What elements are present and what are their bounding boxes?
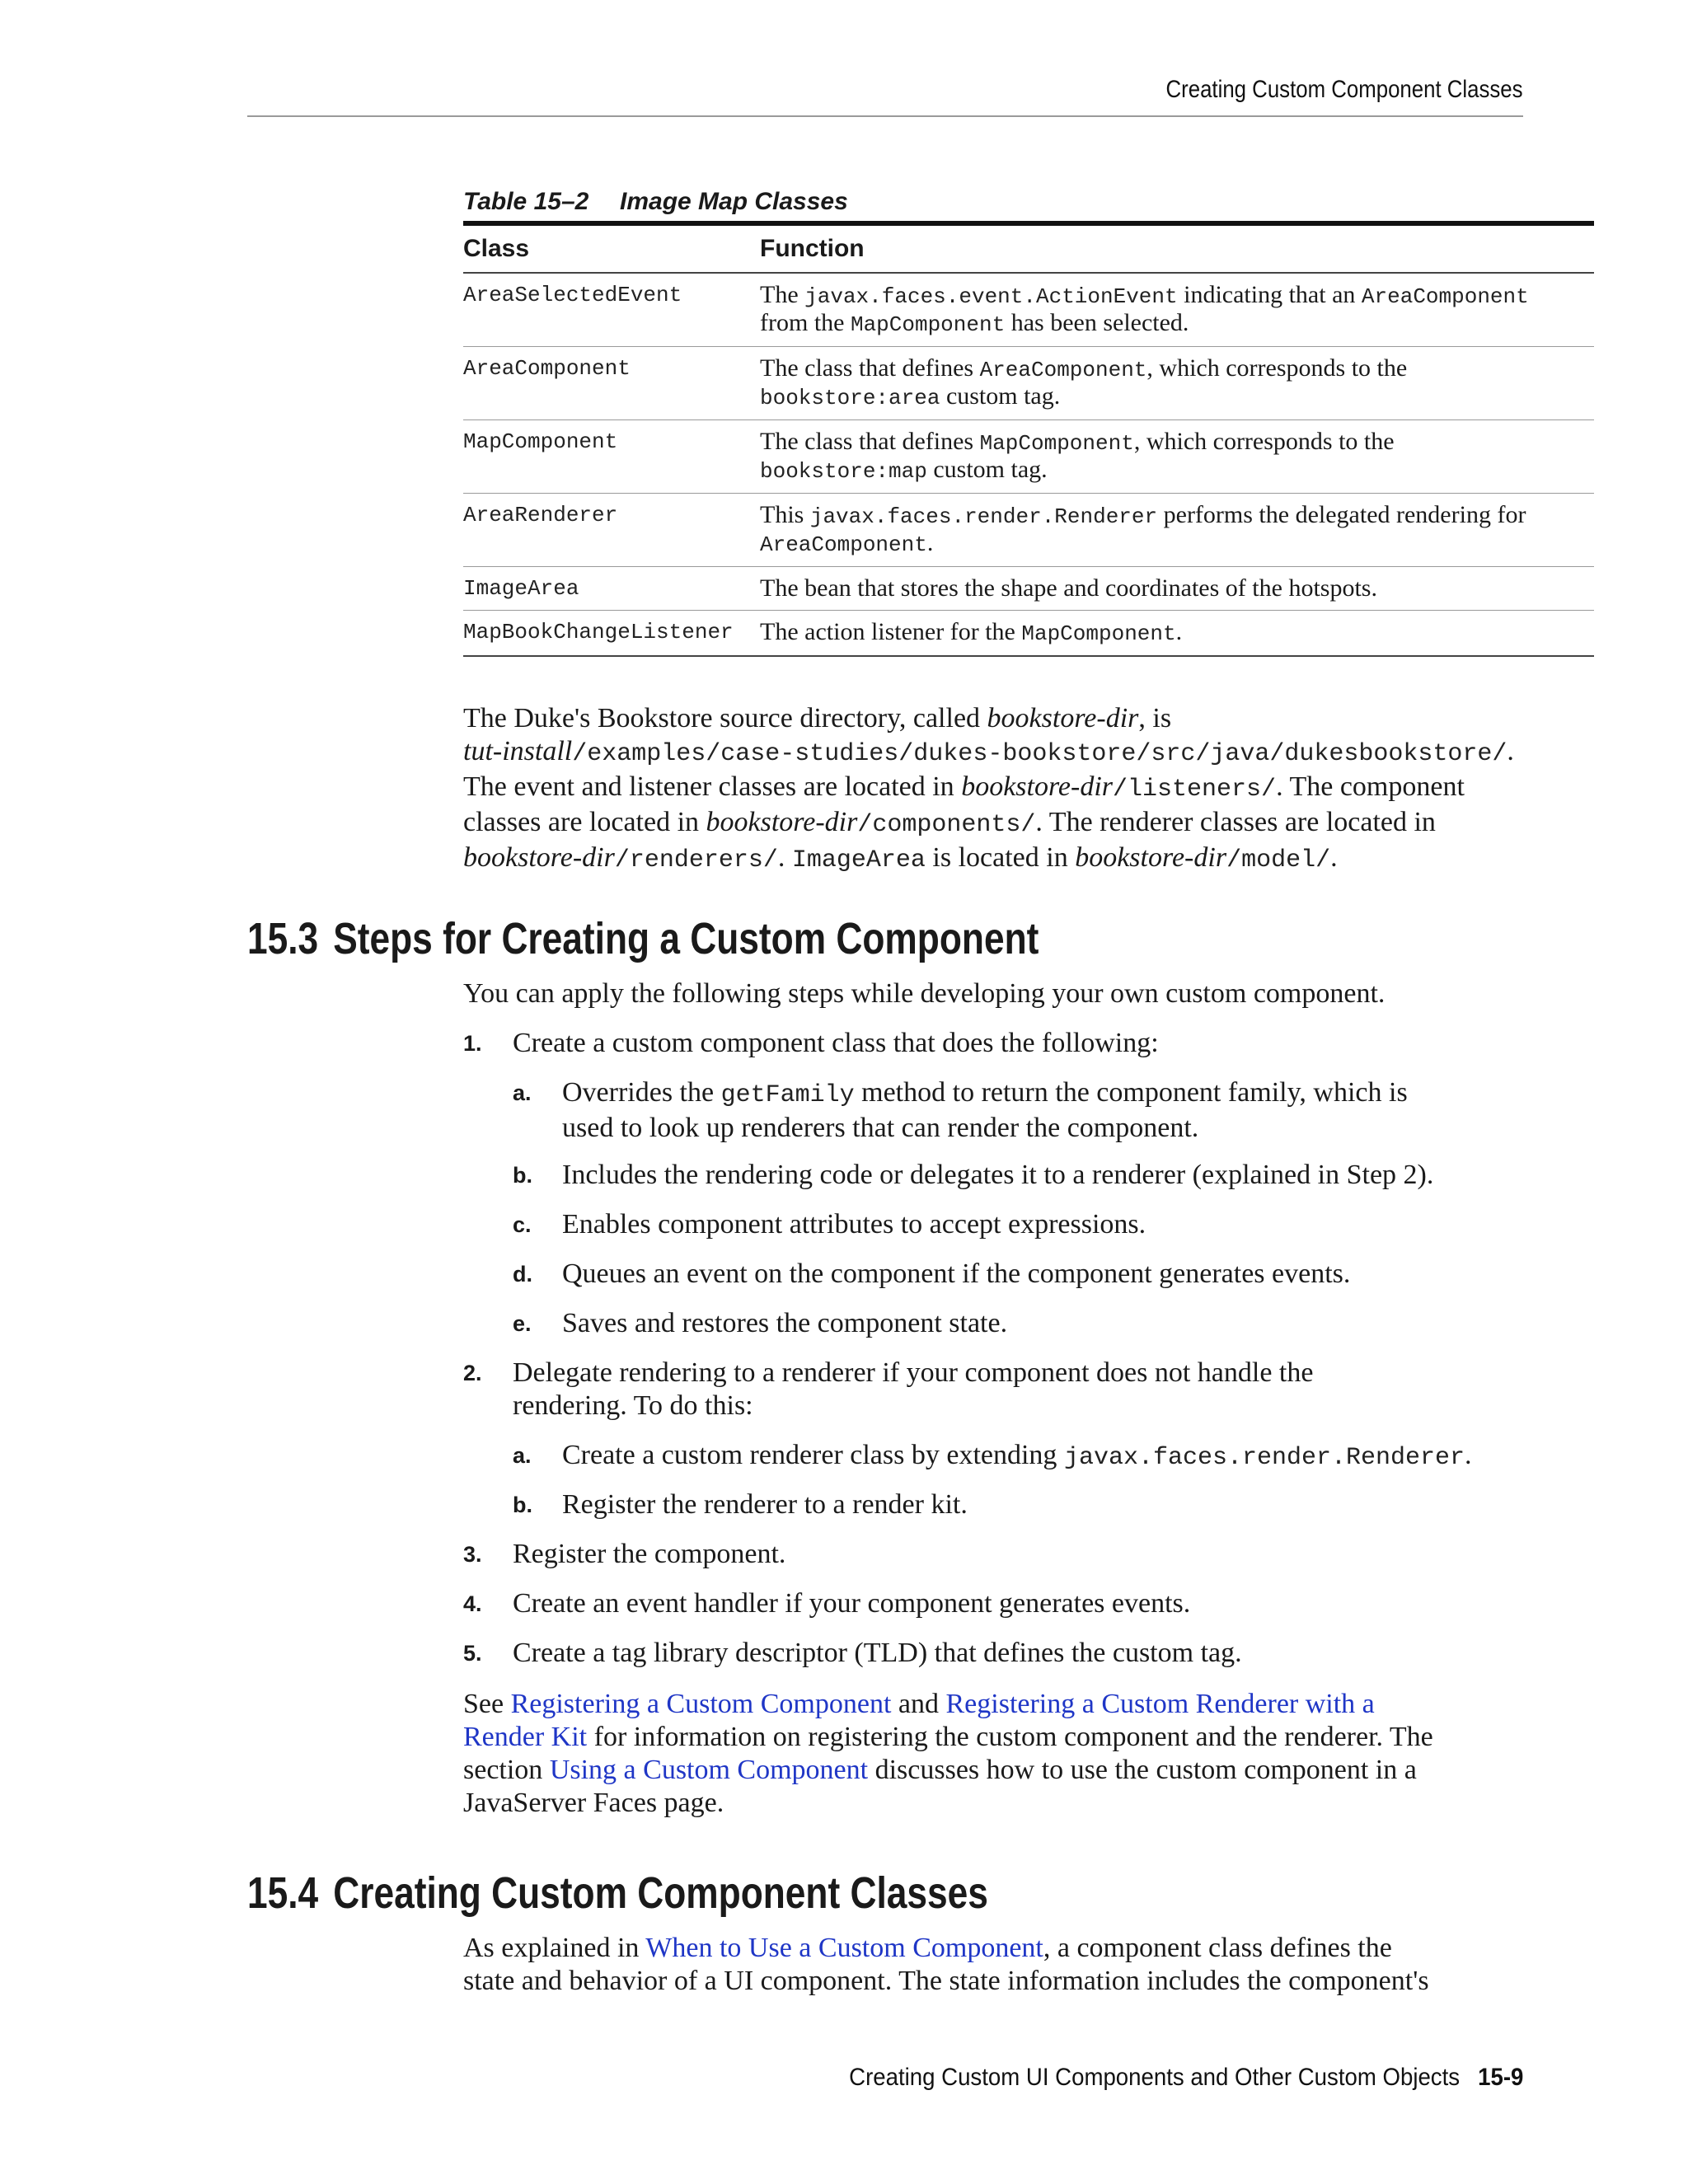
- section-title: Steps for Creating a Custom Component: [333, 914, 1039, 963]
- table-header-row: [463, 223, 1594, 273]
- image-map-classes-table-block: [463, 183, 1594, 657]
- step-1e: e. Saves and restores the component state.: [513, 1308, 1008, 1338]
- table-row: [463, 611, 1594, 657]
- table-row: [463, 420, 1594, 494]
- table-title: Image Map Classes: [620, 188, 848, 215]
- section-number: 15.3: [247, 914, 319, 963]
- table-row: [463, 273, 1594, 347]
- section-title: Creating Custom Component Classes: [333, 1868, 988, 1918]
- step-1c: c. Enables component attributes to accept expressions.: [513, 1209, 1146, 1240]
- table-row: [463, 567, 1594, 611]
- header-rule: [247, 115, 1523, 117]
- link-registering-custom-renderer-cont[interactable]: Render Kit: [463, 1722, 588, 1752]
- function-cell: The class that defines AreaComponent, which corresponds to the bookstore:area custom tag.: [760, 347, 1594, 420]
- link-using-custom-component[interactable]: Using a Custom Component: [549, 1755, 869, 1785]
- function-cell: This javax.faces.render.Renderer performs the delegated rendering for AreaComponent.: [760, 494, 1594, 567]
- link-registering-custom-renderer[interactable]: Registering a Custom Renderer with a: [945, 1689, 1375, 1719]
- class-cell: AreaComponent: [463, 347, 760, 420]
- class-cell: AreaSelectedEvent: [463, 273, 760, 347]
- step-5: 5. Create a tag library descriptor (TLD) that defines the custom tag.: [463, 1638, 1242, 1668]
- step-4: 4. Create an event handler if your component generates events.: [463, 1588, 1191, 1619]
- section-intro: You can apply the following steps while developing your own custom component.: [463, 978, 1386, 1009]
- step-1b: b. Includes the rendering code or delegates it to a renderer (explained in Step 2).: [513, 1160, 1434, 1190]
- image-map-classes-table: [463, 221, 1594, 657]
- section-number: 15.4: [247, 1868, 319, 1918]
- table-caption: [463, 183, 1594, 221]
- table-row: [463, 494, 1594, 567]
- link-registering-custom-component[interactable]: Registering a Custom Component: [510, 1689, 892, 1719]
- step-1d: d. Queues an event on the component if the component generates events.: [513, 1258, 1351, 1289]
- step-1: 1. Create a custom component class that does the following:: [463, 1028, 1159, 1058]
- class-cell: MapComponent: [463, 420, 760, 494]
- function-cell: The bean that stores the shape and coordinates of the hotspots.: [760, 567, 1594, 611]
- section-heading-15-3: [247, 913, 1039, 964]
- step-3: 3. Register the component.: [463, 1539, 786, 1569]
- step-1a: a. Overrides the getFamily method to return the component family, which is used to look up renderers that can render the component.: [513, 1077, 1408, 1143]
- section-heading-15-4: [247, 1868, 988, 1919]
- step-2: 2. Delegate rendering to a renderer if your component does not handle the rendering. To do this:: [463, 1357, 1314, 1421]
- class-cell: MapBookChangeListener: [463, 620, 734, 644]
- link-when-to-use-custom-component[interactable]: When to Use a Custom Component: [645, 1933, 1043, 1963]
- step-2a: a. Create a custom renderer class by extending javax.faces.render.Renderer.: [513, 1440, 1472, 1472]
- function-cell: The class that defines MapComponent, which corresponds to the bookstore:map custom tag.: [760, 420, 1594, 494]
- section-15-4-paragraph: As explained in When to Use a Custom Component, a component class defines the state and behavior of a UI component. The state information includes the component's: [463, 1933, 1429, 1996]
- running-footer: [849, 2064, 1523, 2092]
- step-2b: b. Register the renderer to a render kit.: [513, 1489, 968, 1520]
- footer-title: Creating Custom UI Components and Other Custom Objects: [848, 2064, 1460, 2091]
- page-number: 15-9: [1477, 2064, 1523, 2091]
- function-cell: The action listener for the MapComponent.: [760, 618, 1183, 646]
- column-header-function: Function: [760, 223, 1594, 273]
- class-cell: AreaRenderer: [463, 494, 760, 567]
- class-cell: ImageArea: [463, 567, 760, 611]
- running-header: Creating Custom Component Classes: [1165, 76, 1523, 103]
- bookstore-directory-paragraph: The Duke's Bookstore source directory, called bookstore-dir, is tut-install/examples/case-studies/dukes-bookstore/src/java/dukesbookstore/. The event and listener classes are located in bookstore-dir/listeners/. The component classes are located in bookstore-dir/components/. The renderer classes are located in bookstore-dir/renderers/. ImageArea is located in bookstore-dir/model/.: [463, 703, 1514, 874]
- see-also-paragraph: See Registering a Custom Component and Registering a Custom Renderer with a Render Kit for information on registering the custom component and the renderer. The section Using a Custom Component discusses how to use the custom component in a JavaServer Faces page.: [463, 1689, 1433, 1818]
- table-row: [463, 347, 1594, 420]
- table-number: Table 15–2: [463, 188, 589, 215]
- function-cell: The javax.faces.event.ActionEvent indicating that an AreaComponent from the MapComponent has been selected.: [760, 273, 1594, 347]
- column-header-class: Class: [463, 223, 760, 273]
